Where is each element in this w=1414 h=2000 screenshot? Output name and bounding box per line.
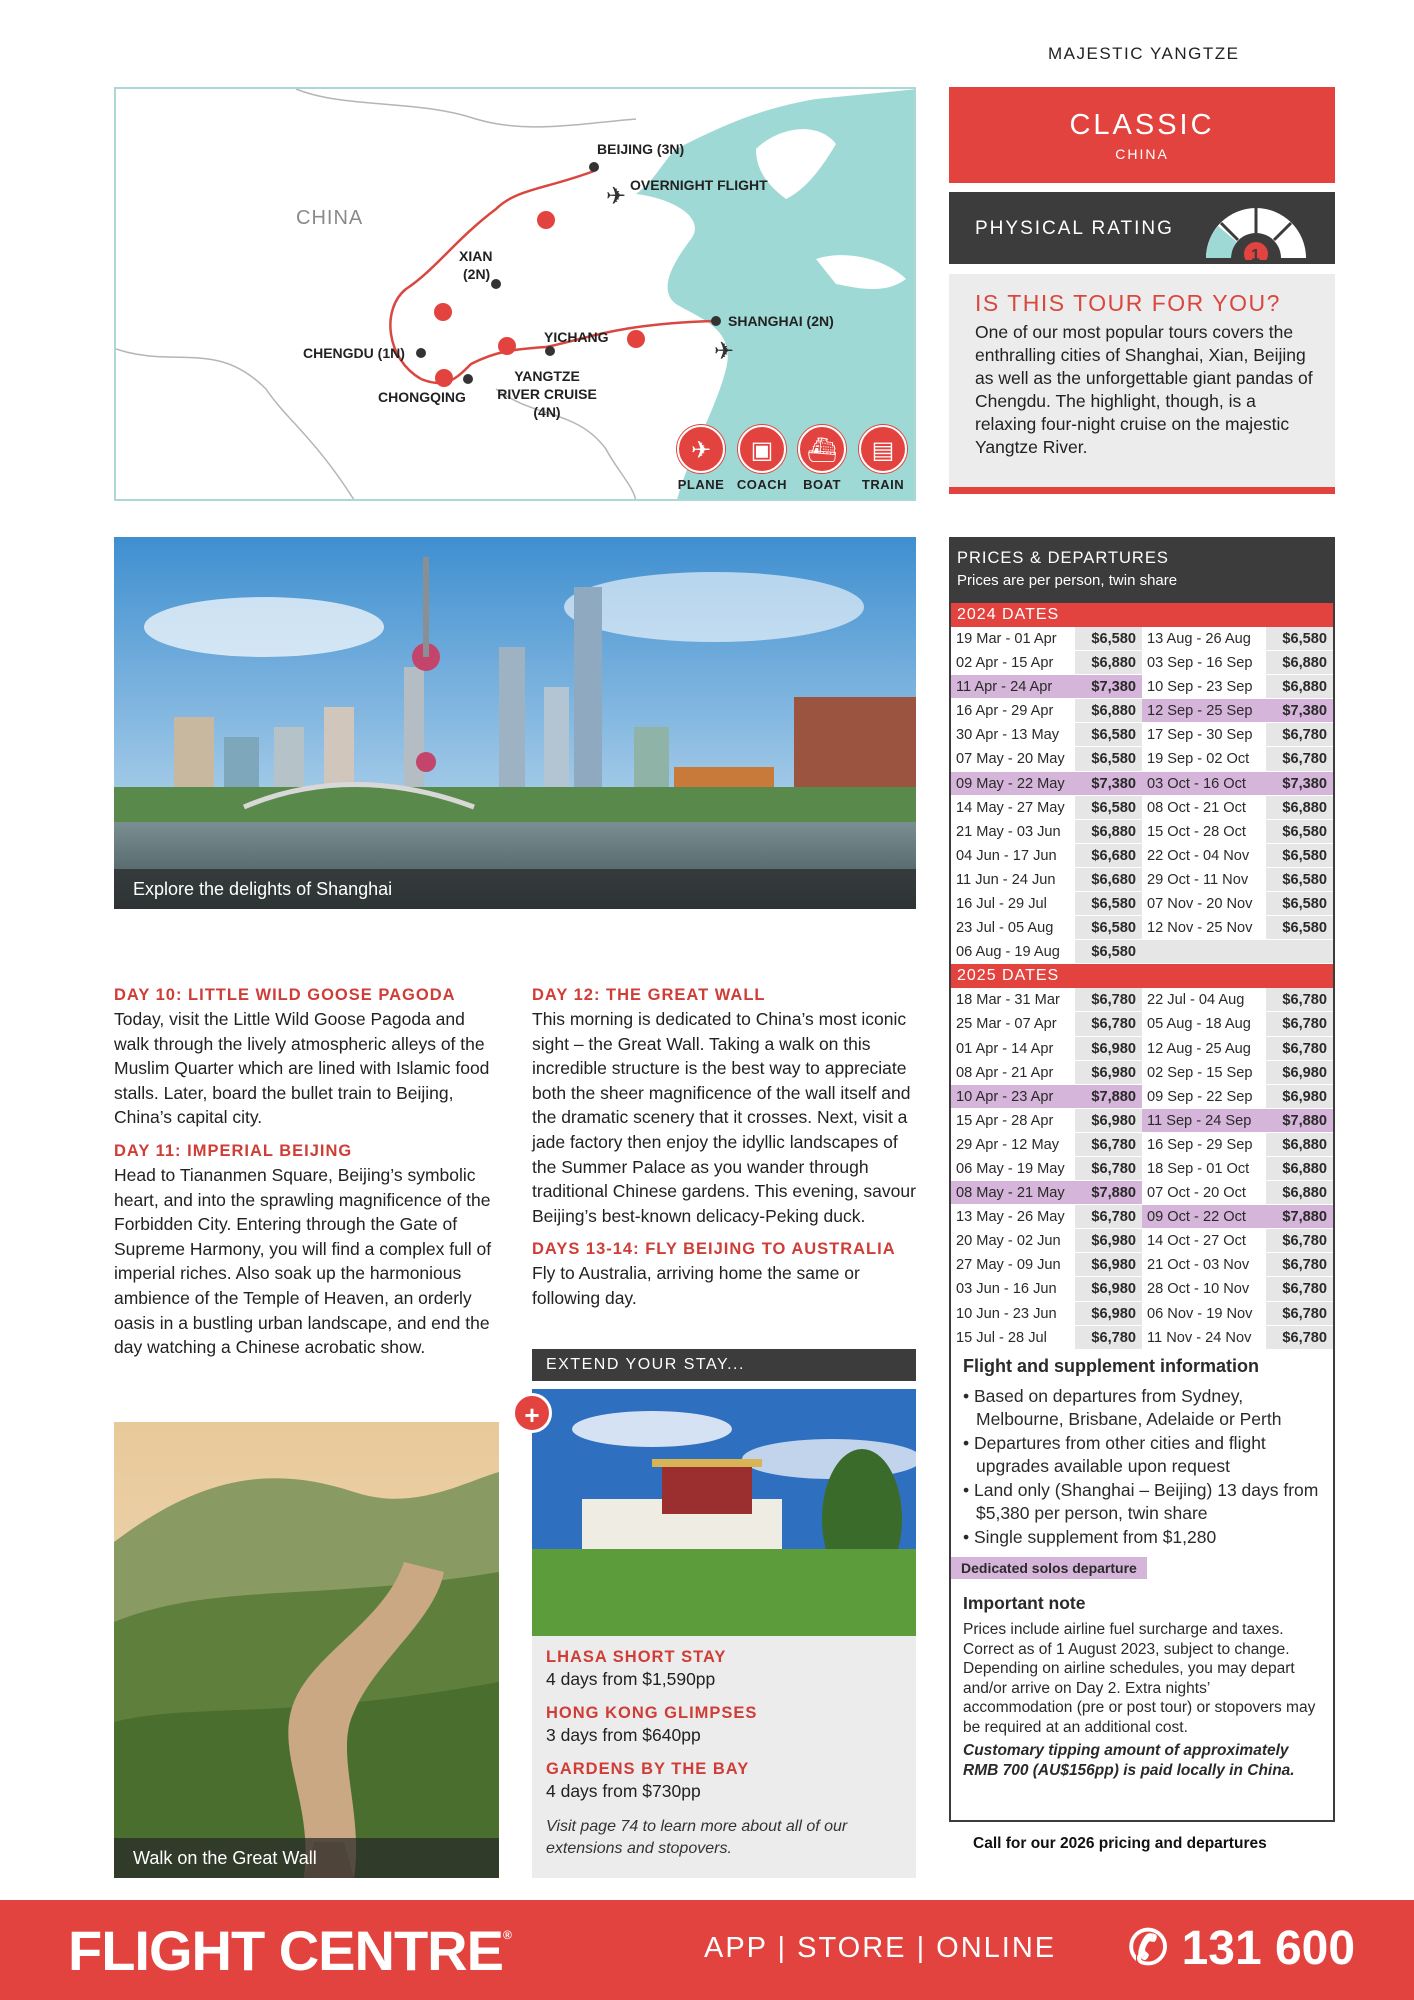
map-label-xian-nights: (2N) [463, 266, 491, 282]
solo-departure-badge: Dedicated solos departure [951, 1557, 1147, 1579]
year-2024-bar: 2024 DATES [951, 603, 1333, 627]
physical-rating-label: PHYSICAL RATING [975, 218, 1174, 239]
departure-dates: 18 Mar - 31 Mar [951, 988, 1075, 1012]
important-note-text: Prices include airline fuel surcharge and taxes. Correct as of 1 August 2023, subject to change. Depending on airline schedules, you may depart and/or arrive on Day 2. Extra nights’ accommodation (pre or post tour) or stopovers may be required at an additional cost. [963, 1621, 1316, 1736]
departure-price: $6,580 [1266, 844, 1333, 868]
departure-price: $6,580 [1075, 892, 1142, 916]
departure-dates: 18 Sep - 01 Oct [1142, 1157, 1266, 1181]
price-row [951, 988, 1333, 1012]
day-heading: DAY 10: LITTLE WILD GOOSE PAGODA [114, 986, 456, 1004]
departure-dates: 11 Jun - 24 Jun [951, 868, 1075, 892]
flight-info-item: • Based on departures from Sydney, Melbourne, Brisbane, Adelaide or Perth [963, 1385, 1282, 1430]
departure-price: $7,880 [1266, 1109, 1333, 1133]
map-label-yichang: YICHANG [544, 329, 609, 345]
legend-train [855, 425, 911, 492]
departure-dates: 28 Oct - 10 Nov [1142, 1277, 1266, 1301]
extension-name: HONG KONG GLIMPSES [546, 1704, 758, 1722]
departure-price: $6,780 [1266, 1012, 1333, 1036]
departure-dates: 16 Apr - 29 Apr [951, 699, 1075, 723]
tour-suitability [949, 274, 1335, 494]
day-heading: DAY 12: THE GREAT WALL [532, 986, 766, 1004]
price-row [951, 1109, 1333, 1133]
legend-coach [734, 425, 790, 492]
departure-price: $6,980 [1075, 1229, 1142, 1253]
departure-dates: 19 Sep - 02 Oct [1142, 747, 1266, 771]
route-map [114, 87, 916, 501]
departure-dates: 15 Oct - 28 Oct [1142, 820, 1266, 844]
prices-title: PRICES & DEPARTURES [957, 549, 1169, 567]
section-title: MAJESTIC YANGTZE [1048, 44, 1240, 63]
map-label-cruise-nights: (4N) [533, 404, 561, 420]
departure-dates: 01 Apr - 14 Apr [951, 1037, 1075, 1061]
price-table-2024 [951, 627, 1333, 964]
extensions-list [532, 1636, 916, 1878]
day-description: Fly to Australia, arriving home the same or following day. [532, 1263, 860, 1308]
departure-price: $7,880 [1075, 1181, 1142, 1205]
departure-price: $6,880 [1266, 651, 1333, 675]
departure-dates: 14 May - 27 May [951, 796, 1075, 820]
departure-dates: 21 Oct - 03 Nov [1142, 1253, 1266, 1277]
departure-price: $6,780 [1266, 747, 1333, 771]
phone-icon: ✆ [1128, 1922, 1169, 1975]
extension-price: 4 days from $1,590pp [546, 1669, 716, 1689]
legend-boat [794, 425, 850, 492]
map-label-shanghai: SHANGHAI (2N) [728, 313, 834, 329]
departure-price: $6,780 [1075, 1133, 1142, 1157]
flight-info-item: • Single supplement from $1,280 [963, 1526, 1217, 1547]
rating-value: 1 [1251, 247, 1260, 260]
departure-price: $6,980 [1075, 1037, 1142, 1061]
departure-price: $7,380 [1266, 772, 1333, 796]
departure-dates: 08 Oct - 21 Oct [1142, 796, 1266, 820]
departure-dates: 08 Apr - 21 Apr [951, 1061, 1075, 1085]
departure-dates: 09 May - 22 May [951, 772, 1075, 796]
departure-price: $7,880 [1266, 1205, 1333, 1229]
price-row [951, 675, 1333, 699]
day-heading: DAY 11: IMPERIAL BEIJING [114, 1141, 353, 1160]
departure-price: $6,980 [1075, 1253, 1142, 1277]
map-label-chongqing: CHONGQING [378, 389, 466, 405]
departure-dates: 23 Jul - 05 Aug [951, 916, 1075, 940]
departure-price: $6,780 [1075, 1326, 1142, 1350]
great-wall-photo [114, 1422, 499, 1878]
departure-dates: 11 Apr - 24 Apr [951, 675, 1075, 699]
departure-price: $7,880 [1075, 1085, 1142, 1109]
price-row [951, 723, 1333, 747]
departure-price: $6,780 [1075, 1205, 1142, 1229]
legend-label: TRAIN [861, 477, 905, 492]
departure-dates: 10 Jun - 23 Jun [951, 1302, 1075, 1326]
departure-dates: 12 Aug - 25 Aug [1142, 1037, 1266, 1061]
flight-info [951, 1350, 1333, 1781]
map-country-label: CHINA [296, 207, 364, 229]
departure-dates: 06 May - 19 May [951, 1157, 1075, 1181]
brand-logo-text: FLIGHT CENTRE [68, 1919, 503, 1982]
itinerary-column-right [532, 986, 916, 1311]
departure-dates: 11 Nov - 24 Nov [1142, 1326, 1266, 1350]
price-row [951, 1253, 1333, 1277]
departure-price: $6,980 [1075, 1302, 1142, 1326]
departure-dates: 19 Mar - 01 Apr [951, 627, 1075, 651]
tour-style-banner [949, 87, 1335, 183]
legend-plane [673, 425, 729, 492]
registered-mark: ® [502, 1928, 511, 1942]
prices-panel [949, 537, 1335, 1822]
map-label-river-cruise: RIVER CRUISE [497, 386, 597, 402]
footer-bar [0, 1900, 1414, 2000]
price-row [951, 820, 1333, 844]
map-label-chengdu: CHENGDU (1N) [303, 345, 405, 361]
extension-price: 3 days from $640pp [546, 1725, 701, 1745]
day-description: Today, visit the Little Wild Goose Pagoda and walk through the lively atmospheric alleys of the Muslim Quarter which are lined with Islamic food stalls. Later, board the bullet train to Beijing, China’s capital city. [114, 1009, 490, 1128]
legend-label: BOAT [803, 477, 841, 492]
day-description: This morning is dedicated to China’s most iconic sight – the Great Wall. Taking a walk on this incredible structure is the best way to appreciate both the sheer magnificence of the wall itself and the dramatic scenery that it crosses. Next, visit a jade factory then enjoy the idyllic landscapes of the Summer Palace as you wander through traditional Chinese gardens. This evening, savour Beijing’s best-known delicacy-Peking duck. [532, 1009, 916, 1226]
departure-price [1266, 940, 1333, 964]
departure-dates: 05 Aug - 18 Aug [1142, 1012, 1266, 1036]
tipping-note: Customary tipping amount of approximately RMB 700 (AU$156pp) is paid locally in China. [963, 1742, 1295, 1779]
price-row [951, 1061, 1333, 1085]
departure-dates: 13 Aug - 26 Aug [1142, 627, 1266, 651]
departure-dates: 03 Oct - 16 Oct [1142, 772, 1266, 796]
departure-price: $6,780 [1266, 1277, 1333, 1301]
departure-dates: 16 Sep - 29 Sep [1142, 1133, 1266, 1157]
phone-number-text: 131 600 [1181, 1922, 1356, 1975]
departure-price: $6,880 [1075, 651, 1142, 675]
departure-dates: 27 May - 09 Jun [951, 1253, 1075, 1277]
departure-price: $6,580 [1075, 796, 1142, 820]
departure-price: $6,780 [1266, 1302, 1333, 1326]
year-2025-bar: 2025 DATES [951, 964, 1333, 988]
price-row [951, 1302, 1333, 1326]
important-note-title: Important note [963, 1593, 1086, 1614]
departure-dates: 08 May - 21 May [951, 1181, 1075, 1205]
departure-price: $6,580 [1266, 892, 1333, 916]
brand-logo[interactable] [68, 1918, 511, 1983]
price-table-2025 [951, 988, 1333, 1349]
price-row [951, 1085, 1333, 1109]
departure-dates: 30 Apr - 13 May [951, 723, 1075, 747]
departure-price: $6,680 [1075, 844, 1142, 868]
departure-price: $6,880 [1266, 675, 1333, 699]
price-row [951, 1277, 1333, 1301]
price-row [951, 868, 1333, 892]
departure-price: $6,780 [1266, 723, 1333, 747]
departure-price: $6,980 [1075, 1109, 1142, 1133]
departure-price: $6,880 [1266, 1157, 1333, 1181]
departure-dates [1142, 940, 1266, 964]
departure-dates: 20 May - 02 Jun [951, 1229, 1075, 1253]
departure-dates: 16 Jul - 29 Jul [951, 892, 1075, 916]
departure-price: $6,580 [1075, 723, 1142, 747]
departure-dates: 12 Sep - 25 Sep [1142, 699, 1266, 723]
flight-info-list [963, 1385, 1321, 1550]
map-label-overnight-flight: OVERNIGHT FLIGHT [630, 177, 768, 193]
day-description: Head to Tiananmen Square, Beijing’s symbolic heart, and into the sprawling magnificence of the Forbidden City. Entering through the Gate of Supreme Harmony, you will find a complex full of imperial riches. Also soak up the harmonious ambience of the Temple of Heaven, an orderly oasis in a bustling urban landscape, and end the day watching a Chinese acrobatic show. [114, 1164, 492, 1358]
physical-rating [949, 192, 1335, 264]
departure-price: $6,580 [1075, 916, 1142, 940]
footer-channels: APP | STORE | ONLINE [704, 1932, 1057, 1964]
departure-price: $6,980 [1075, 1061, 1142, 1085]
departure-dates: 11 Sep - 24 Sep [1142, 1109, 1266, 1133]
departure-dates: 10 Apr - 23 Apr [951, 1085, 1075, 1109]
departure-price: $6,980 [1266, 1061, 1333, 1085]
departure-dates: 22 Jul - 04 Aug [1142, 988, 1266, 1012]
plus-icon: + [512, 1393, 552, 1433]
price-row [951, 1326, 1333, 1350]
departure-dates: 06 Nov - 19 Nov [1142, 1302, 1266, 1326]
departure-dates: 25 Mar - 07 Apr [951, 1012, 1075, 1036]
photo-caption: Walk on the Great Wall [114, 1838, 499, 1878]
departure-dates: 21 May - 03 Jun [951, 820, 1075, 844]
tour-style-title: CLASSIC [1069, 109, 1215, 141]
map-label-beijing: BEIJING (3N) [597, 141, 685, 157]
legend-label: PLANE [677, 477, 725, 492]
flight-info-title: Flight and supplement information [963, 1355, 1259, 1376]
extension-name: GARDENS BY THE BAY [546, 1760, 750, 1778]
extension-name: LHASA SHORT STAY [546, 1648, 727, 1666]
departure-dates: 07 May - 20 May [951, 747, 1075, 771]
departure-price: $6,780 [1075, 1157, 1142, 1181]
departure-price: $6,980 [1266, 1085, 1333, 1109]
departure-price: $6,780 [1075, 1012, 1142, 1036]
departure-dates: 04 Jun - 17 Jun [951, 844, 1075, 868]
departure-dates: 09 Oct - 22 Oct [1142, 1205, 1266, 1229]
flight-info-item: • Land only (Shanghai – Beijing) 13 days from $5,380 per person, twin share [963, 1479, 1319, 1524]
departure-dates: 06 Aug - 19 Aug [951, 940, 1075, 964]
coach-icon: ▣ [738, 425, 786, 473]
departure-price: $6,780 [1075, 988, 1142, 1012]
price-row [951, 940, 1333, 964]
tour-suitability-heading: IS THIS TOUR FOR YOU? [975, 290, 1281, 316]
price-row [951, 1205, 1333, 1229]
departure-price: $6,780 [1266, 1037, 1333, 1061]
tour-suitability-text: One of our most popular tours covers the enthralling cities of Shanghai, Xian, Beijing as well as the unforgettable giant pandas of Chengdu. The highlight, though, is a relaxing four-night cruise on the majestic Yangtze River. [975, 322, 1313, 457]
departure-price: $7,380 [1266, 699, 1333, 723]
departure-price: $7,380 [1075, 772, 1142, 796]
departure-price: $6,680 [1075, 868, 1142, 892]
departure-price: $6,780 [1266, 1326, 1333, 1350]
price-row [951, 796, 1333, 820]
departure-price: $6,880 [1266, 796, 1333, 820]
price-row [951, 747, 1333, 771]
departure-price: $6,780 [1266, 1253, 1333, 1277]
plane-icon: ✈ [677, 425, 725, 473]
itinerary-column-left [114, 986, 494, 1360]
potala-photo [532, 1389, 916, 1636]
extension-note: Visit page 74 to learn more about all of our extensions and stopovers. [546, 1818, 848, 1857]
departure-dates: 14 Oct - 27 Oct [1142, 1229, 1266, 1253]
departure-dates: 09 Sep - 22 Sep [1142, 1085, 1266, 1109]
prices-header [951, 539, 1333, 603]
departure-dates: 13 May - 26 May [951, 1205, 1075, 1229]
departure-price: $6,880 [1266, 1181, 1333, 1205]
price-row [951, 844, 1333, 868]
price-row [951, 1037, 1333, 1061]
price-row [951, 1229, 1333, 1253]
departure-dates: 22 Oct - 04 Nov [1142, 844, 1266, 868]
departure-price: $6,580 [1266, 627, 1333, 651]
great-wall-image [114, 1422, 499, 1878]
departure-dates: 07 Oct - 20 Oct [1142, 1181, 1266, 1205]
price-row [951, 1181, 1333, 1205]
important-note [963, 1593, 1321, 1780]
departure-price: $6,980 [1075, 1277, 1142, 1301]
rating-gauge-icon [1201, 198, 1311, 260]
departure-dates: 02 Apr - 15 Apr [951, 651, 1075, 675]
svg-text:✈: ✈ [714, 337, 735, 365]
price-row [951, 1157, 1333, 1181]
legend-label: COACH [736, 477, 788, 492]
shanghai-skyline-image [114, 537, 916, 909]
departure-price: $6,580 [1075, 940, 1142, 964]
price-row [951, 892, 1333, 916]
train-icon: ▤ [859, 425, 907, 473]
departure-dates: 10 Sep - 23 Sep [1142, 675, 1266, 699]
departure-dates: 02 Sep - 15 Sep [1142, 1061, 1266, 1085]
departure-price: $6,580 [1266, 916, 1333, 940]
departure-price: $6,780 [1266, 1229, 1333, 1253]
photo-caption: Explore the delights of Shanghai [114, 869, 916, 909]
call-note: Call for our 2026 pricing and departures [973, 1835, 1267, 1852]
prices-subtitle: Prices are per person, twin share [957, 572, 1178, 589]
departure-dates: 12 Nov - 25 Nov [1142, 916, 1266, 940]
svg-text:✈: ✈ [606, 182, 627, 210]
flight-info-item: • Departures from other cities and flight upgrades available upon request [963, 1432, 1266, 1477]
tour-style-subtitle: CHINA [1115, 146, 1169, 162]
departure-price: $7,380 [1075, 675, 1142, 699]
departure-price: $6,580 [1266, 868, 1333, 892]
departure-price: $6,780 [1266, 988, 1333, 1012]
price-row [951, 772, 1333, 796]
phone-number[interactable] [1128, 1920, 1355, 1976]
departure-price: $6,580 [1075, 627, 1142, 651]
price-row [951, 1133, 1333, 1157]
departure-dates: 03 Jun - 16 Jun [951, 1277, 1075, 1301]
departure-dates: 07 Nov - 20 Nov [1142, 892, 1266, 916]
extend-stay-bar: EXTEND YOUR STAY... [532, 1349, 916, 1381]
map-label-yangtze: YANGTZE [514, 368, 580, 384]
price-row [951, 916, 1333, 940]
boat-icon: ⛴ [798, 425, 846, 473]
departure-dates: 15 Jul - 28 Jul [951, 1326, 1075, 1350]
day-heading: DAYS 13-14: FLY BEIJING TO AUSTRALIA [532, 1240, 896, 1259]
departure-price: $6,580 [1075, 747, 1142, 771]
price-row [951, 699, 1333, 723]
departure-dates: 29 Apr - 12 May [951, 1133, 1075, 1157]
departure-price: $6,880 [1266, 1133, 1333, 1157]
price-row [951, 651, 1333, 675]
potala-palace-image [532, 1389, 916, 1636]
departure-price: $6,880 [1075, 699, 1142, 723]
price-row [951, 1012, 1333, 1036]
departure-dates: 29 Oct - 11 Nov [1142, 868, 1266, 892]
departure-dates: 03 Sep - 16 Sep [1142, 651, 1266, 675]
price-row [951, 627, 1333, 651]
map-label-xian: XIAN [459, 248, 493, 264]
departure-dates: 15 Apr - 28 Apr [951, 1109, 1075, 1133]
shanghai-photo [114, 537, 916, 909]
departure-price: $6,880 [1075, 820, 1142, 844]
departure-dates: 17 Sep - 30 Sep [1142, 723, 1266, 747]
extension-price: 4 days from $730pp [546, 1781, 701, 1801]
departure-price: $6,580 [1266, 820, 1333, 844]
